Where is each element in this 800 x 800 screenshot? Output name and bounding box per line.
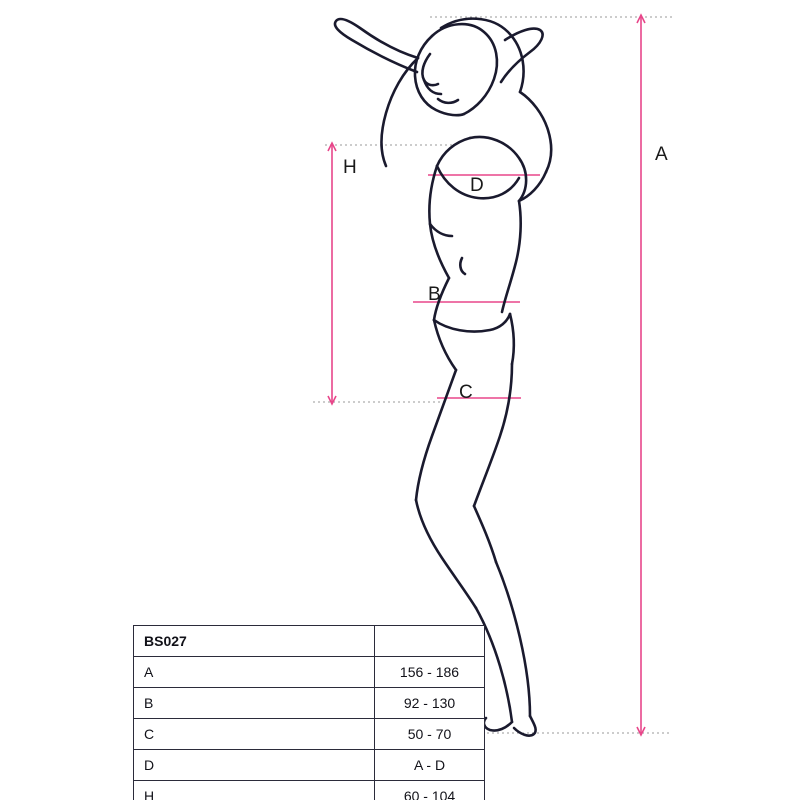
table-row [134,657,485,688]
measure-row-value: 92 - 130 [375,688,485,719]
measure-row-value: 60 - 104 [375,781,485,800]
size-table [133,625,485,800]
measure-label-b: B [428,284,441,305]
measure-row-value: 50 - 70 [375,719,485,750]
measure-row-value: A - D [375,750,485,781]
measure-label-h: H [343,157,357,178]
measure-row-label: A [134,657,375,688]
measure-row-value: 156 - 186 [375,657,485,688]
table-row [134,750,485,781]
measure-row-label: H [134,781,375,800]
measure-row-label: B [134,688,375,719]
table-row [134,688,485,719]
product-code-cell: BS027 [134,626,375,657]
table-row-code [134,626,485,657]
table-row [134,781,485,800]
table-row [134,719,485,750]
product-code-value-cell [375,626,485,657]
measure-label-a: A [655,144,668,165]
measure-row-label: D [134,750,375,781]
measure-label-c: C [459,382,473,403]
measure-label-d: D [470,175,484,196]
measure-row-label: C [134,719,375,750]
